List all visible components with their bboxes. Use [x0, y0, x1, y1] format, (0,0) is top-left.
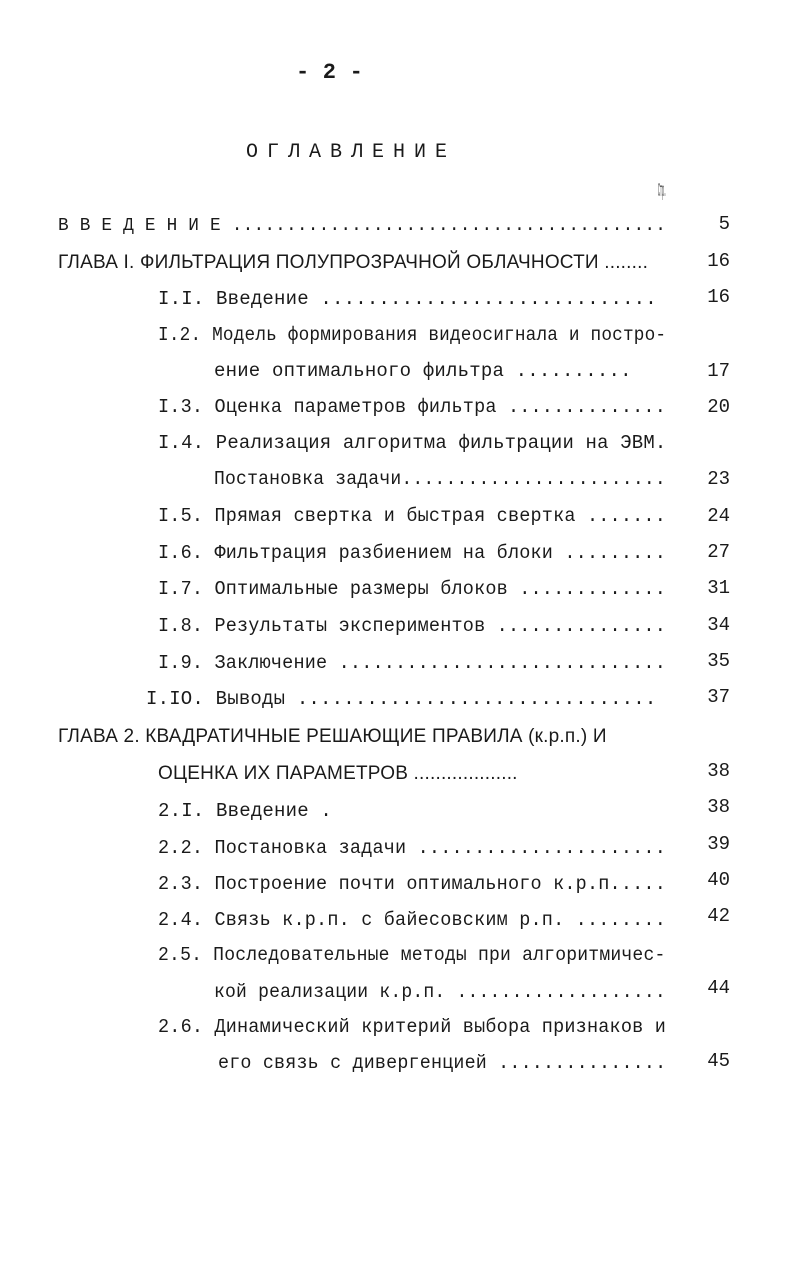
toc-page-chapter-2: 38 — [707, 760, 730, 782]
toc-entry-2-3: 2.3. Построение почти оптимального к.р.п..... — [158, 873, 666, 895]
toc-page-2-4: 42 — [707, 905, 730, 927]
toc-entry-2-1: 2.I. Введение . — [158, 800, 333, 822]
toc-entry-1-4-cont: Постановка задачи........................ — [214, 468, 666, 490]
toc-page-1-8: 34 — [707, 614, 730, 636]
toc-page-2-2: 39 — [707, 833, 730, 855]
toc-page-1-3: 20 — [707, 396, 730, 418]
toc-page-1-6: 27 — [707, 541, 730, 563]
page-number: - 2 - — [296, 60, 364, 85]
toc-entry-2-2: 2.2. Постановка задачи ...................... — [158, 837, 666, 859]
toc-page-1-5: 24 — [707, 505, 730, 527]
toc-entry-1-3: I.3. Оценка параметров фильтра .............. — [158, 396, 666, 418]
toc-page-1-7: 31 — [707, 577, 730, 599]
toc-page-2-6: 45 — [707, 1050, 730, 1072]
toc-entry-chapter-2: ГЛАВА 2. КВАДРАТИЧНЫЕ РЕШАЮЩИЕ ПРАВИЛА (к.р.п.) И — [58, 726, 607, 747]
toc-entry-2-4: 2.4. Связь к.р.п. с байесовским р.п. ........ — [158, 909, 666, 931]
toc-entry-1-8: I.8. Результаты экспериментов ............... — [158, 615, 666, 637]
toc-page-1-4: 23 — [707, 468, 730, 490]
toc-page-2-5: 44 — [707, 977, 730, 999]
toc-entry-1-1: I.I. Введение ............................. — [158, 288, 657, 310]
toc-title: ОГЛАВЛЕНИЕ — [246, 141, 457, 164]
toc-entry-1-5: I.5. Прямая свертка и быстрая свертка ....... — [158, 505, 666, 527]
toc-entry-2-5-cont: кой реализации к.р.п. ................... — [214, 981, 666, 1003]
toc-entry-1-7: I.7. Оптимальные размеры блоков ............. — [158, 578, 666, 600]
toc-entry-2-6: 2.6. Динамический критерий выбора признаков и — [158, 1016, 666, 1038]
toc-page-2-3: 40 — [707, 869, 730, 891]
toc-entry-chapter-2-cont: ОЦЕНКА ИХ ПАРАМЕТРОВ ................... — [158, 763, 518, 784]
page-column-header: Стр. — [658, 180, 667, 202]
toc-page-chapter-1: 16 — [707, 250, 730, 272]
toc-entry-2-5: 2.5. Последовательные методы при алгоритмичес- — [158, 944, 666, 966]
toc-page-1-2: 17 — [707, 360, 730, 382]
toc-entry-1-4: I.4. Реализация алгоритма фильтрации на ЭВМ. — [158, 432, 667, 454]
toc-page-1-10: 37 — [707, 686, 730, 708]
toc-entry-chapter-1: ГЛАВА I. ФИЛЬТРАЦИЯ ПОЛУПРОЗРАЧНОЙ ОБЛАЧНОСТИ ........ — [58, 252, 649, 273]
toc-entry-1-10: I.IO. Выводы ............................... — [146, 688, 657, 710]
toc-page-2-1: 38 — [707, 796, 730, 818]
toc-entry-1-2-cont: ение оптимального фильтра .......... — [214, 360, 632, 382]
toc-entry-1-6: I.6. Фильтрация разбиением на блоки ......... — [158, 542, 666, 564]
toc-entry-1-2: I.2. Модель формирования видеосигнала и постро- — [158, 324, 667, 346]
toc-page-introduction: 5 — [718, 213, 730, 235]
toc-page-1-1: 16 — [707, 286, 730, 308]
toc-entry-1-9: I.9. Заключение ............................. — [158, 652, 666, 674]
toc-entry-2-6-cont: его связь с дивергенцией ............... — [218, 1052, 667, 1074]
toc-entry-introduction: В В Е Д Е Н И Е ........................................ — [58, 216, 667, 236]
toc-page-1-9: 35 — [707, 650, 730, 672]
